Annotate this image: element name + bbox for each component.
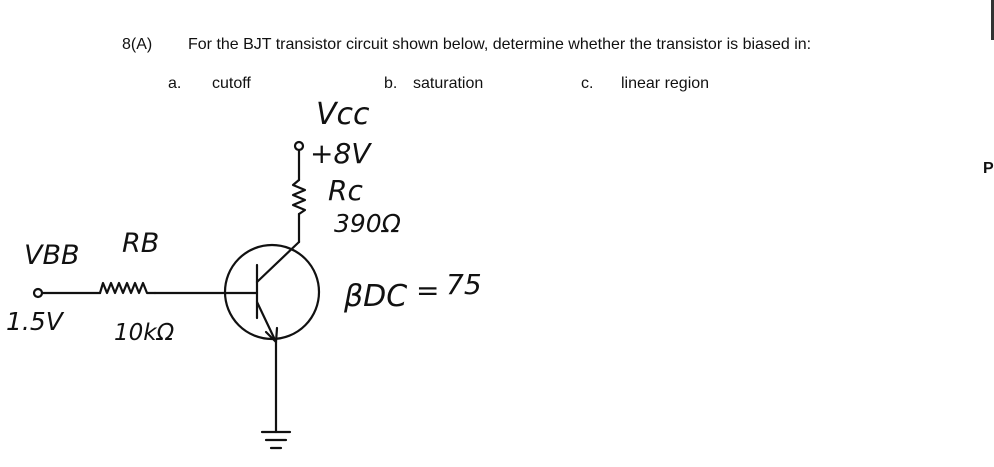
rc-value: 390Ω [334,209,401,238]
vbb-value: 1.5V [6,307,63,336]
option-c-letter: c. [581,75,594,92]
rb-label: RB [122,228,160,259]
question-prompt: For the BJT transistor circuit shown below, determine whether the transistor is biased in: [188,36,812,53]
beta-equals: = [416,274,440,307]
vcc-terminal [295,142,303,150]
vbb-terminal [34,289,42,297]
option-b-text: saturation [413,75,484,92]
beta-value: 75 [446,268,482,301]
rc-resistor [293,180,305,214]
question-number: 8(A) [122,36,153,53]
rb-resistor [100,283,155,293]
option-c-text: linear region [621,75,710,92]
rc-label: Rc [328,174,363,207]
rb-value: 10kΩ [114,320,175,346]
edge-text: P [983,160,994,177]
option-b-letter: b. [384,75,398,92]
vbb-label: VBB [24,240,80,271]
emitter-lead [257,302,276,342]
collector-lead [257,242,299,282]
ground-icon [262,432,290,448]
option-a-letter: a. [168,75,182,92]
option-a-text: cutoff [212,75,251,92]
vcc-label: Vcc [316,97,370,132]
vcc-value: +8V [310,137,371,170]
beta-label: βDC [344,279,408,314]
